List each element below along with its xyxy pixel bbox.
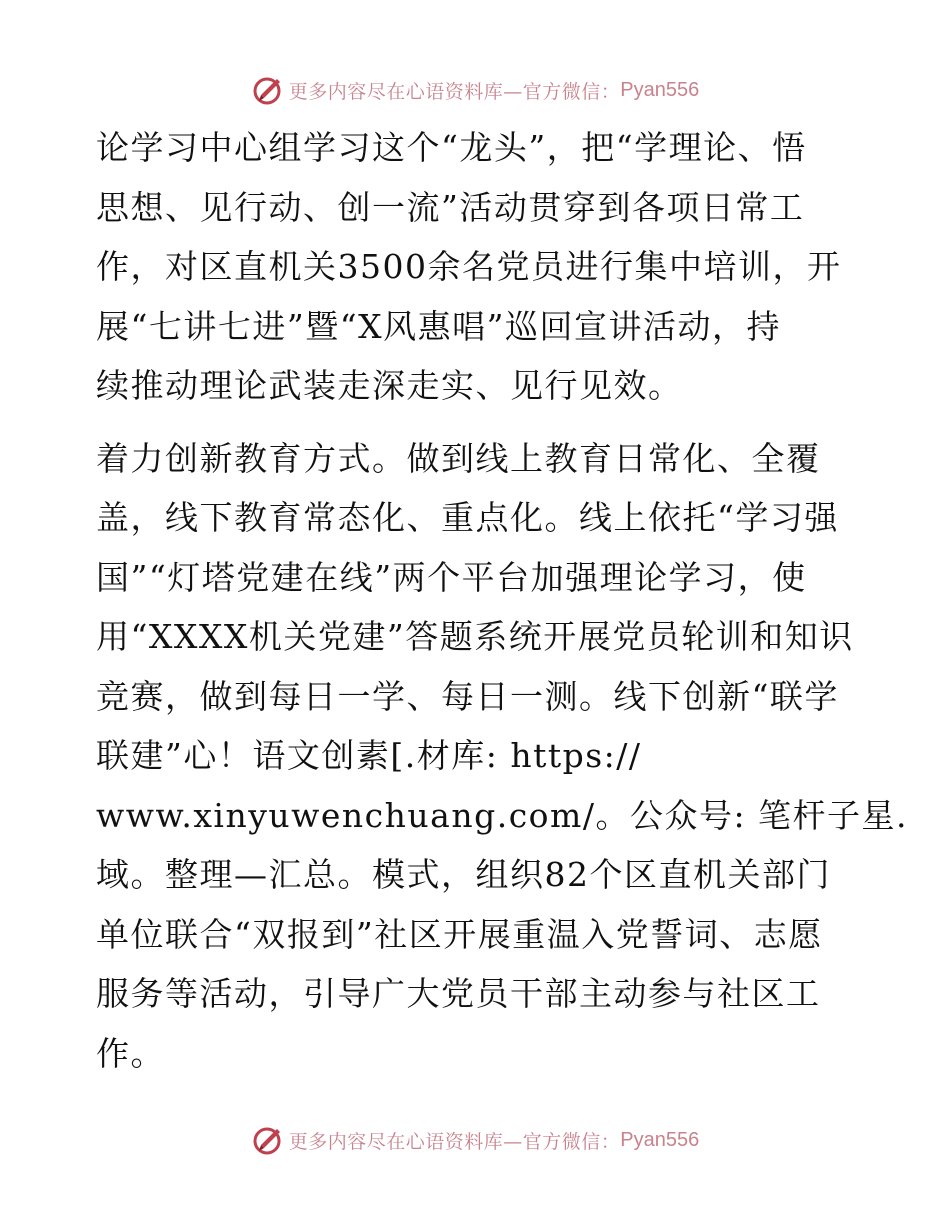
document-body: [96, 118, 909, 1083]
text-line: 思想、见行动、创一流”活动贯穿到各项日常工: [96, 187, 805, 227]
text-line: 国”“灯塔党建在线”两个平台加强理论学习，使: [96, 557, 807, 597]
header-watermark: [0, 70, 950, 110]
paragraph-2: [96, 429, 909, 1084]
paragraph-1: [96, 118, 856, 416]
pen-logo-icon: [251, 1123, 285, 1157]
watermark-handle: Pyan556: [620, 1128, 700, 1151]
text-line: 展“七讲七进”暨“X风惠唱”巡回宣讲活动，持: [96, 306, 781, 346]
paragraph-spacer: [96, 416, 856, 429]
text-line: 竞赛，做到每日一学、每日一测。线下创新“联学: [96, 676, 839, 716]
text-line: 作。: [96, 1033, 165, 1073]
text-line: 盖，线下教育常态化、重点化。线上依托“学习强: [96, 498, 839, 537]
watermark-handle: Pyan556: [620, 78, 700, 101]
watermark-text: 更多内容尽在心语资料库—官方微信：: [288, 80, 621, 103]
text-line: www.xinyuwenchuang.com/。公众号: 笔杆子星.: [96, 795, 909, 835]
text-line: 论学习中心组学习这个“龙头”，把“学理论、悟: [96, 128, 807, 167]
pen-logo-icon: [251, 73, 285, 107]
text-line: 服务等活动，引导广大党员干部主动参与社区工: [96, 974, 821, 1013]
text-line: 联建”心！语文创素[.材库: https://: [96, 736, 642, 775]
text-line: 作，对区直机关3500余名党员进行集中培训，开: [96, 247, 842, 286]
text-line: 单位联合“双报到”社区开展重温入党誓词、志愿: [96, 914, 823, 954]
text-line: 用“XXXX机关党建”答题系统开展党员轮训和知识: [96, 617, 854, 656]
text-line: 续推动理论武装走深走实、见行见效。: [96, 366, 683, 405]
text-line: 域。整理—汇总。模式，组织82个区直机关部门: [96, 855, 831, 894]
text-line: 着力创新教育方式。做到线上教育日常化、全覆: [96, 438, 821, 478]
footer-watermark: [0, 1120, 950, 1160]
watermark-text: 更多内容尽在心语资料库—官方微信：: [288, 1130, 621, 1153]
